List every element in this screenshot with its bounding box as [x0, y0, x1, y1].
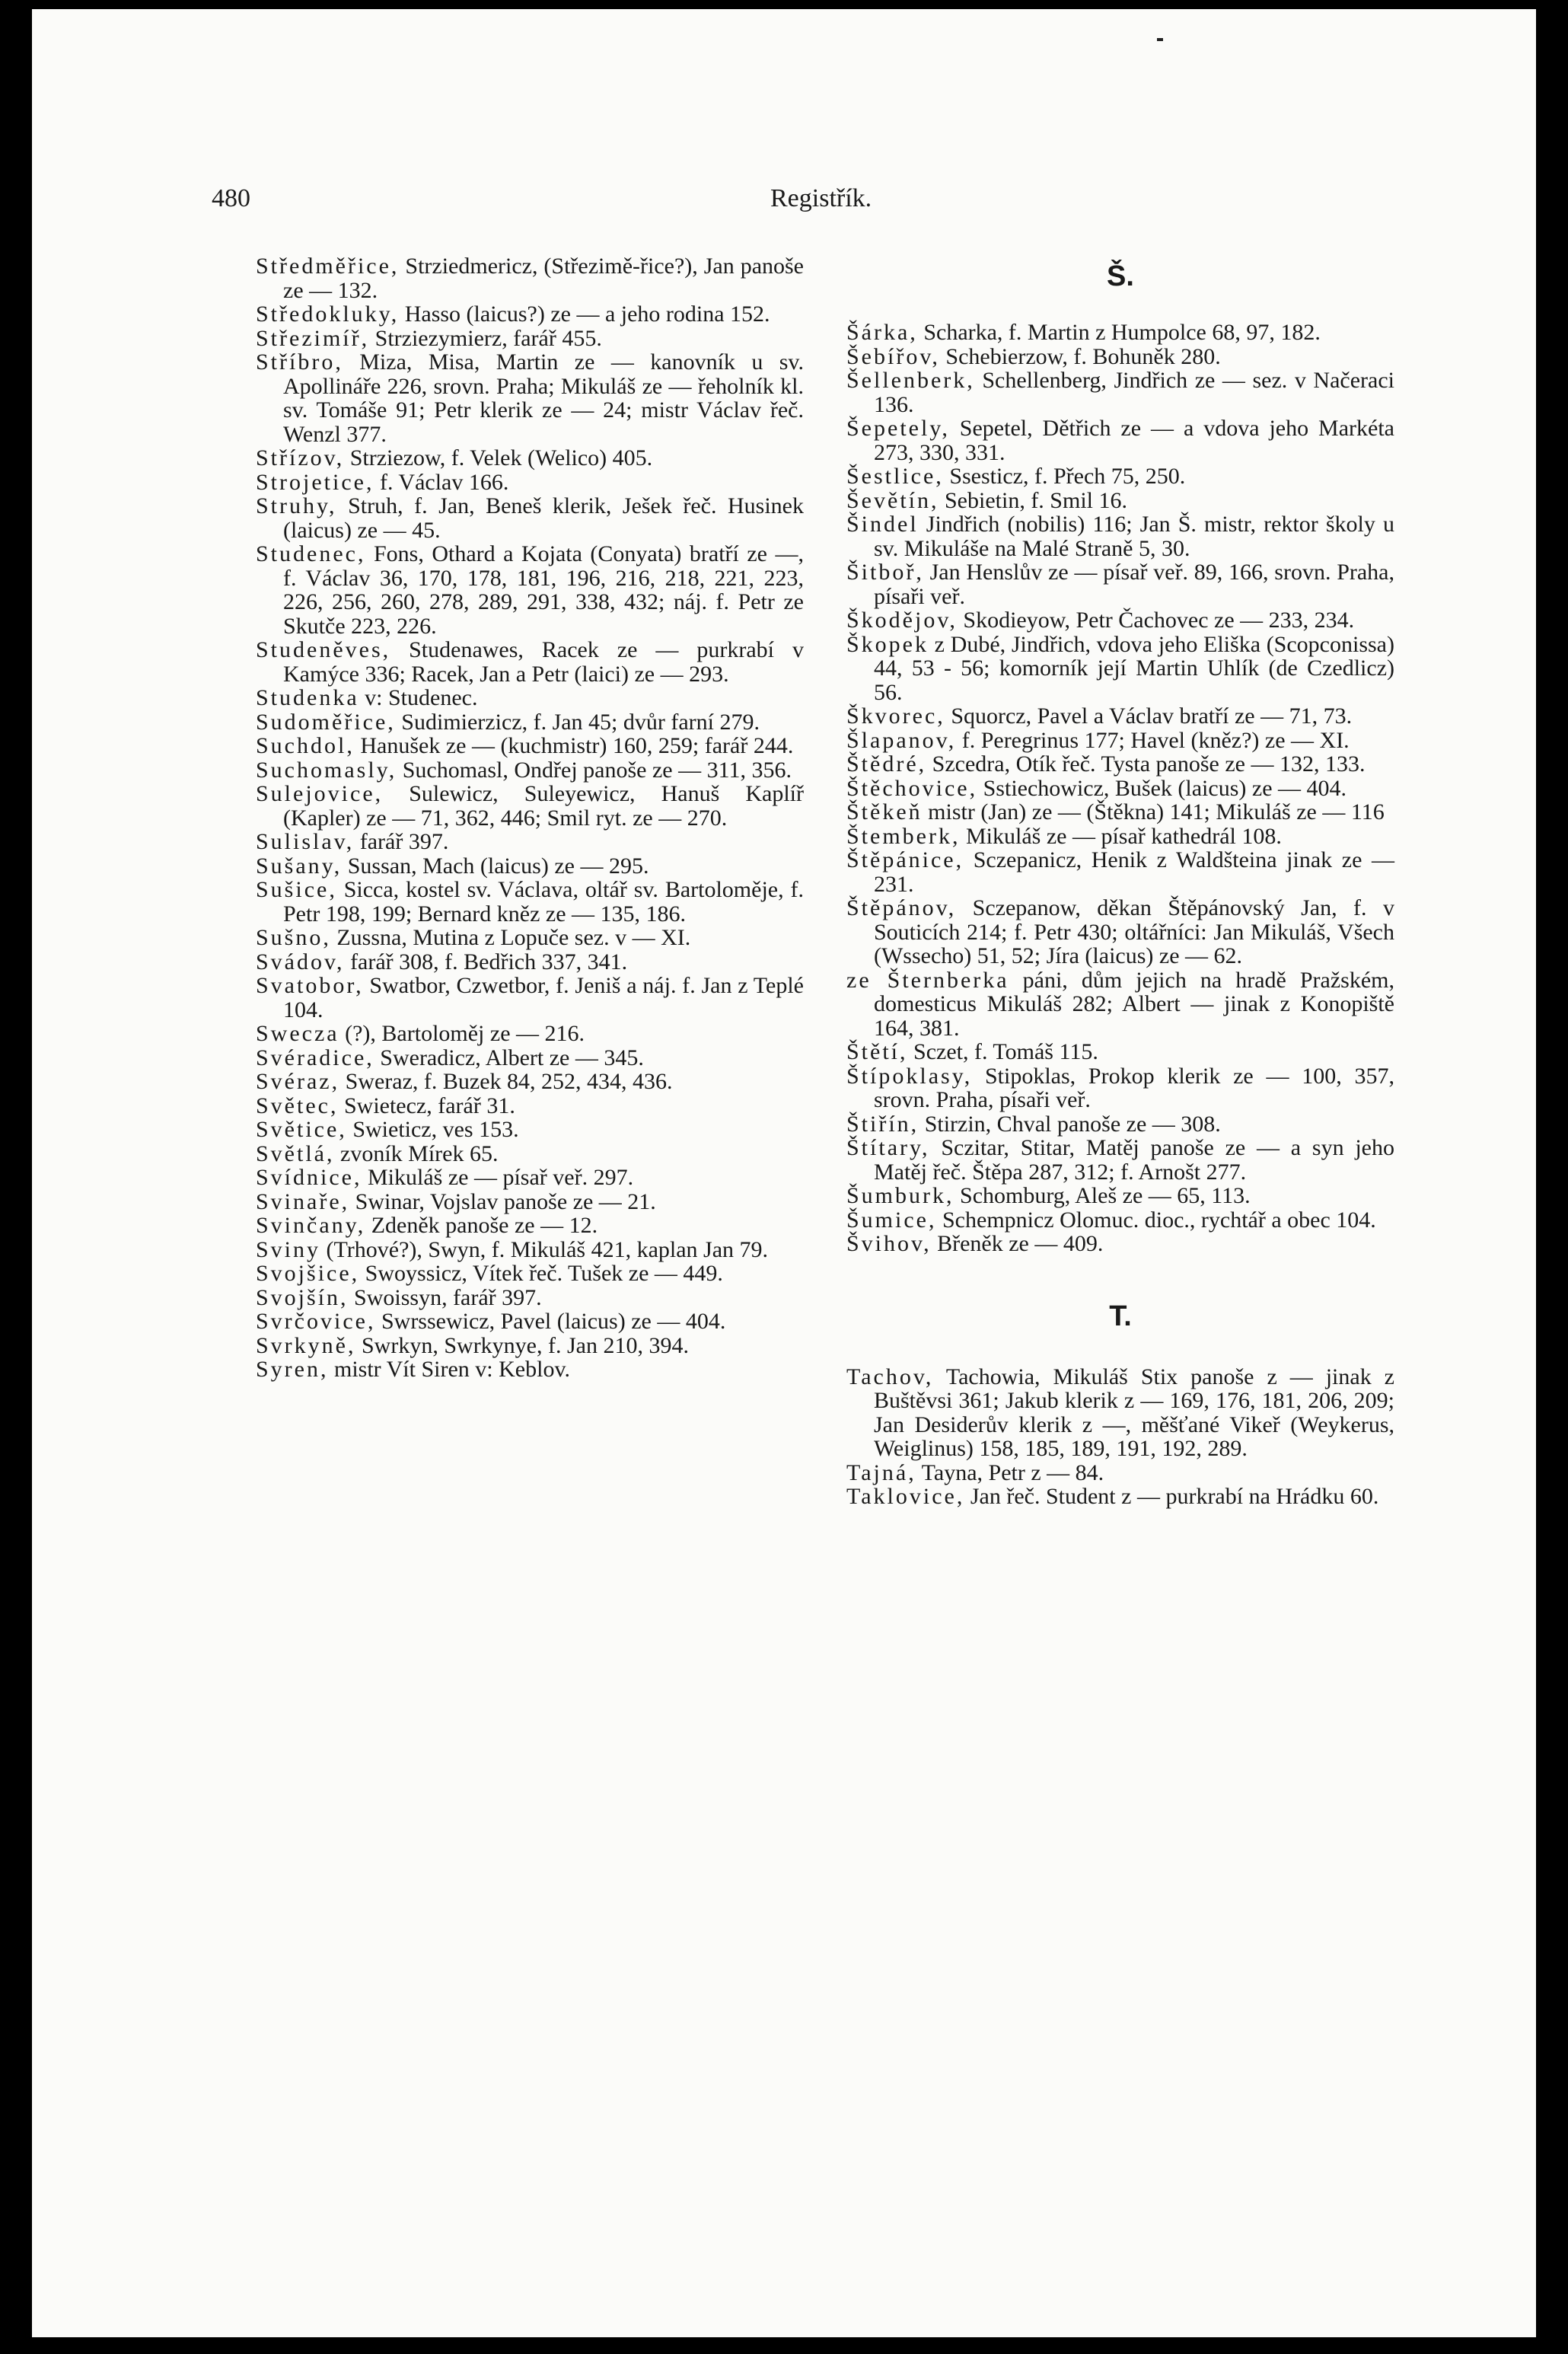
entry-headword: Svojšín, — [256, 1284, 349, 1310]
index-entry — [256, 734, 804, 758]
entry-text: Zussna, Mutina z Lopuče sez. v — XI. — [330, 925, 691, 950]
running-header — [32, 184, 1536, 222]
print-speck — [1157, 38, 1163, 41]
index-entry — [846, 1485, 1394, 1509]
entry-text: Swoissyn, farář 397. — [348, 1284, 542, 1310]
entry-headword: Štěkeň — [846, 799, 923, 825]
page-number: 480 — [212, 184, 250, 212]
index-entry — [256, 710, 804, 735]
entry-headword: Svéraz, — [256, 1069, 340, 1094]
entry-text: Sebietin, f. Smil 16. — [939, 487, 1127, 513]
entry-headword: Šellenberk, — [846, 368, 975, 393]
book-page — [32, 9, 1536, 2337]
entry-text: Sulewicz, Suleyewicz, Hanuš Kaplíř (Kapler) ze — 71, 362, 446; Smil ryt. ze — 270. — [283, 781, 804, 831]
entry-headword: Studenka — [256, 685, 359, 710]
entry-text: Sweradicz, Albert ze — 345. — [374, 1045, 644, 1070]
entry-headword: Suchdol, — [256, 733, 355, 758]
index-entry — [846, 1461, 1394, 1485]
index-entry — [256, 878, 804, 926]
index-entry — [256, 1357, 804, 1382]
entry-text: Mikuláš ze — písař kathedrál 108. — [960, 823, 1282, 849]
entry-text: Suchomasl, Ondřej panoše ze — 311, 356. — [397, 757, 792, 783]
entry-headword: Svinaře, — [256, 1188, 350, 1214]
index-entry — [846, 512, 1394, 560]
entry-headword: Sulejovice, — [256, 781, 384, 806]
index-entry — [256, 854, 804, 879]
entry-headword: Sušice, — [256, 877, 337, 902]
entry-text: Strziedmericz, (Střezimě-řice?), Jan panoše ze — 132. — [283, 254, 804, 303]
entry-text: Jan Henslův ze — písař veř. 89, 166, srovn. Praha, písaři veř. — [874, 560, 1394, 609]
entry-headword: Strojetice, — [256, 469, 374, 495]
entry-headword: Štípoklasy, — [846, 1063, 973, 1089]
index-entry — [256, 446, 804, 470]
entry-headword: Štěpánice, — [846, 847, 964, 872]
entry-text: Sweraz, f. Buzek 84, 252, 434, 436. — [339, 1069, 673, 1094]
index-entry — [256, 1166, 804, 1190]
index-entry — [256, 1190, 804, 1214]
index-entry — [846, 1208, 1394, 1233]
entry-headword: Štěpánov, — [846, 895, 957, 920]
entry-text: Břeněk ze — 409. — [931, 1231, 1104, 1256]
entry-text: Stipoklas, Prokop klerik ze — 100, 357, srovn. Praha, písaři veř. — [874, 1063, 1394, 1112]
entry-headword: Štědré, — [846, 751, 927, 777]
entry-text: Sczepanow, děkan Štěpánovský Jan, f. v Souticích 214; f. Petr 430; oltářníci: Jan Mikuláš, Všech (Wssecho) 51, 52; Jíra (laicus) ze — 62. — [874, 895, 1394, 968]
entry-text: Sczet, f. Tomáš 115. — [907, 1039, 1098, 1064]
running-title: Registřík. — [770, 184, 872, 212]
entry-text: Skodieyow, Petr Čachovec ze — 233, 234. — [957, 608, 1355, 633]
index-entry — [846, 729, 1394, 753]
entry-text: z Dubé, Jindřich, vdova jeho Eliška (Scopconissa) 44, 53 - 56; komorník její Martin Uhlík (de Czedlicz) 56. — [874, 631, 1394, 705]
entry-text: Sczepanicz, Henik z Waldšteina jinak ze — 231. — [874, 847, 1394, 897]
index-entry — [256, 974, 804, 1022]
entry-headword: Štiřín, — [846, 1111, 919, 1137]
index-entry — [846, 368, 1394, 416]
entry-text: Scharka, f. Martin z Humpolce 68, 97, 182. — [917, 320, 1321, 345]
entry-text: mistr (Jan) ze — (Štěkna) 141; Mikuláš ze — 116 — [922, 799, 1385, 825]
entry-headword: Šestlice, — [846, 464, 944, 489]
index-entry — [846, 633, 1394, 705]
entry-headword: Střezimíř, — [256, 325, 370, 351]
entry-headword: Středměřice, — [256, 254, 400, 279]
entry-headword: Sulislav, — [256, 829, 355, 854]
entry-text: Strziezow, f. Velek (Welico) 405. — [344, 445, 653, 470]
entry-text: Szcedra, Otík řeč. Tysta panoše ze — 132, 133. — [926, 751, 1366, 777]
entry-text: Swoyssicz, Vítek řeč. Tušek ze — 449. — [359, 1261, 723, 1286]
entry-headword: Šebířov, — [846, 343, 940, 369]
entry-text: Schomburg, Aleš ze — 65, 113. — [954, 1183, 1251, 1208]
entry-text: Tachowia, Mikuláš Stix panoše z — jinak z Buštěvsi 361; Jakub klerik z — 169, 176, 181, 206, 209; Jan Desiderův klerik z —, měšťané Vikeř (Weykerus, Weiglinus) 158, 185, 189, 191, 192, 289. — [874, 1364, 1394, 1461]
entry-headword: Střízov, — [256, 445, 345, 470]
entry-text: Sicca, kostel sv. Václava, oltář sv. Bartoloměje, f. Petr 198, 199; Bernard kněz ze — 135, 186. — [283, 877, 804, 927]
entry-headword: Studenec, — [256, 541, 366, 566]
entry-text: Sstiechowicz, Bušek (laicus) ze — 404. — [977, 775, 1347, 801]
index-entry — [846, 825, 1394, 849]
entry-text: Tayna, Petr z — 84. — [916, 1459, 1104, 1485]
entry-text: Swietecz, farář 31. — [338, 1092, 515, 1118]
index-entry — [846, 321, 1394, 345]
entry-text: Schempnicz Olomuc. dioc., rychtář a obec 104. — [936, 1207, 1376, 1233]
entry-headword: Swecza — [256, 1021, 339, 1046]
entry-headword: Švihov, — [846, 1231, 932, 1256]
entry-text: Sczitar, Stitar, Matěj panoše ze — a syn jeho Matěj řeč. Štěpa 287, 312; f. Arnošt 277. — [874, 1135, 1394, 1185]
entry-text: Swatbor, Czwetbor, f. Jeniš a náj. f. Jan z Teplé 104. — [283, 973, 804, 1022]
entry-text: farář 397. — [354, 829, 449, 854]
entry-headword: Štěchovice, — [846, 775, 978, 801]
index-entry — [846, 968, 1394, 1041]
entry-text: zvoník Mírek 65. — [334, 1140, 499, 1166]
entry-text: Swieticz, ves 153. — [346, 1117, 519, 1142]
index-entry — [846, 1232, 1394, 1256]
entry-text: Zdeněk panoše ze — 12. — [365, 1213, 598, 1238]
entry-text: Jan řeč. Student z — purkrabí na Hrádku 60. — [964, 1484, 1379, 1509]
index-entry — [256, 1334, 804, 1358]
entry-headword: Škvorec, — [846, 703, 945, 729]
index-entry — [256, 350, 804, 446]
entry-headword: Taklovice, — [846, 1484, 965, 1509]
index-entry — [256, 1118, 804, 1142]
entry-text: f. Václav 166. — [374, 469, 509, 495]
index-entry — [256, 1022, 804, 1046]
entry-text: páni, dům jejich na hradě Pražském, domesticus Mikuláš 282; Albert — jinak z Konopiště 164, 381. — [874, 967, 1394, 1041]
entry-text: Hanušek ze — (kuchmistr) 160, 259; farář 244. — [354, 733, 794, 758]
entry-text: Strziezymierz, farář 455. — [369, 325, 602, 351]
index-entry — [256, 950, 804, 974]
section-letter-s: Š. — [1107, 260, 1134, 292]
index-entry — [256, 1214, 804, 1238]
index-entry — [256, 782, 804, 830]
entry-headword: Sušno, — [256, 925, 331, 950]
entry-text: mistr Vít Siren v: Keblov. — [328, 1357, 570, 1382]
index-entry — [846, 896, 1394, 968]
index-entry — [846, 777, 1394, 801]
index-entry — [846, 1040, 1394, 1064]
entry-headword: Světice, — [256, 1117, 347, 1142]
index-entry — [846, 560, 1394, 608]
entry-headword: Světlá, — [256, 1140, 335, 1166]
entry-headword: Svatobor, — [256, 973, 364, 998]
entry-headword: Syren, — [256, 1357, 329, 1382]
index-entry — [256, 758, 804, 783]
entry-headword: Šárka, — [846, 320, 918, 345]
section-letter-t: T. — [1109, 1300, 1132, 1332]
entry-text: f. Peregrinus 177; Havel (kněz?) ze — XI. — [956, 727, 1350, 753]
index-entry — [256, 302, 804, 327]
entry-headword: Šitboř, — [846, 560, 924, 585]
index-entry — [846, 464, 1394, 489]
entry-text: Schebierzow, f. Bohuněk 280. — [939, 343, 1221, 369]
entry-headword: Struhy, — [256, 493, 337, 518]
entry-headword: Ševětín, — [846, 487, 939, 513]
entry-headword: ze Šternberka — [846, 967, 1009, 993]
entry-headword: Studeněves, — [256, 637, 391, 662]
index-entry — [256, 1262, 804, 1286]
index-entry — [846, 345, 1394, 369]
index-entry — [256, 327, 804, 351]
entry-headword: Svrčovice, — [256, 1309, 376, 1334]
entry-text: Studenawes, Racek ze — purkrabí v Kamýce 336; Racek, Jan a Petr (laici) ze — 293. — [283, 637, 804, 687]
index-entry — [256, 1070, 804, 1094]
entry-text: (Trhové?), Swyn, f. Mikuláš 421, kaplan Jan 79. — [320, 1236, 769, 1262]
entry-headword: Škodějov, — [846, 608, 958, 633]
entry-text: (?), Bartoloměj ze — 216. — [339, 1021, 585, 1046]
entry-headword: Štítary, — [846, 1135, 930, 1160]
entry-headword: Šlapanov, — [846, 727, 957, 753]
entry-headword: Šumburk, — [846, 1183, 955, 1208]
index-entry — [256, 1142, 804, 1166]
entry-text: Sepetel, Dětřich ze — a vdova jeho Markéta 273, 330, 331. — [874, 416, 1394, 465]
index-entry — [256, 926, 804, 950]
entry-headword: Šindel — [846, 512, 919, 537]
entry-headword: Štětí, — [846, 1039, 908, 1064]
entry-headword: Škopek — [846, 631, 929, 657]
entry-headword: Svojšice, — [256, 1261, 360, 1286]
index-entry — [846, 1064, 1394, 1112]
entry-text: Schellenberg, Jindřich ze — sez. v Načeraci 136. — [874, 368, 1394, 417]
index-entry — [256, 686, 804, 710]
index-entry — [846, 704, 1394, 729]
entry-headword: Tajná, — [846, 1459, 916, 1485]
entry-text: Sussan, Mach (laicus) ze — 295. — [342, 853, 649, 879]
entry-text: Miza, Misa, Martin ze — kanovník u sv. Apollináře 226, srovn. Praha; Mikuláš ze — řeholník kl. sv. Tomáše 91; Petr klerik ze — 24; mistr Václav řeč. Wenzl 377. — [283, 349, 804, 447]
entry-text: Hasso (laicus?) ze — a jeho rodina 152. — [399, 301, 770, 327]
entry-headword: Stříbro, — [256, 349, 343, 375]
entry-text: Swrkyn, Swrkynye, f. Jan 210, 394. — [355, 1332, 689, 1358]
index-entry — [256, 542, 804, 638]
index-entry — [846, 489, 1394, 513]
index-entry — [846, 800, 1394, 825]
entry-text: v: Studenec. — [359, 685, 478, 710]
index-entry — [256, 254, 804, 302]
entry-headword: Středokluky, — [256, 301, 400, 327]
entry-text: Swrssewicz, Pavel (laicus) ze — 404. — [375, 1309, 726, 1334]
index-entry — [846, 608, 1394, 633]
entry-headword: Suchomasly, — [256, 757, 397, 783]
entry-text: Jindřich (nobilis) 116; Jan Š. mistr, rektor školy u sv. Mikuláše na Malé Straně 5, 30. — [874, 512, 1394, 561]
index-entry — [256, 1094, 804, 1118]
entry-headword: Šepetely, — [846, 416, 950, 441]
entry-text: Fons, Othard a Kojata (Conyata) bratří ze —, f. Václav 36, 170, 178, 181, 196, 216, 218, 221, 223, 226, 256, 260, 278, 289, 291, 338, 432; náj. f. Petr ze Skutče 223, 226. — [283, 541, 804, 639]
index-entry — [256, 1238, 804, 1262]
right-column — [846, 254, 1394, 1509]
index-entry — [846, 1136, 1394, 1184]
index-entry — [256, 470, 804, 495]
index-entry — [256, 494, 804, 542]
entry-text: Squorcz, Pavel a Václav bratří ze — 71, 73. — [945, 703, 1353, 729]
entry-text: Stirzin, Chval panoše ze — 308. — [919, 1111, 1221, 1137]
entry-headword: Štemberk, — [846, 823, 961, 849]
entry-headword: Světec, — [256, 1092, 339, 1118]
entry-headword: Svádov, — [256, 949, 345, 974]
entry-headword: Svéradice, — [256, 1045, 374, 1070]
index-entry — [846, 752, 1394, 777]
index-entry — [846, 1112, 1394, 1137]
entry-text: Sudimierzicz, f. Jan 45; dvůr farní 279. — [395, 709, 760, 735]
index-entry — [256, 1309, 804, 1334]
entry-headword: Tachov, — [846, 1364, 934, 1389]
entry-text: Mikuláš ze — písař veř. 297. — [362, 1165, 634, 1190]
entry-text: Struh, f. Jan, Beneš klerik, Ješek řeč. Husinek (laicus) ze — 45. — [283, 493, 804, 543]
index-entry — [256, 830, 804, 854]
index-entry — [846, 1184, 1394, 1208]
entry-headword: Svinčany, — [256, 1213, 366, 1238]
index-entry — [256, 1046, 804, 1070]
index-entry — [846, 1365, 1394, 1461]
entry-text: Swinar, Vojslav panoše ze — 21. — [349, 1188, 656, 1214]
entry-text: farář 308, f. Bedřich 337, 341. — [344, 949, 628, 974]
entry-headword: Šumice, — [846, 1207, 937, 1233]
index-entry — [256, 1286, 804, 1310]
entry-headword: Sušany, — [256, 853, 343, 879]
entry-headword: Svídnice, — [256, 1165, 362, 1190]
entry-headword: Svrkyně, — [256, 1332, 356, 1358]
index-entry — [846, 416, 1394, 464]
entry-text: Ssesticz, f. Přech 75, 250. — [943, 464, 1186, 489]
index-entry — [846, 848, 1394, 896]
entry-headword: Sudoměřice, — [256, 709, 396, 735]
entry-headword: Sviny — [256, 1236, 321, 1262]
left-column — [256, 254, 804, 1382]
index-entry — [256, 638, 804, 686]
